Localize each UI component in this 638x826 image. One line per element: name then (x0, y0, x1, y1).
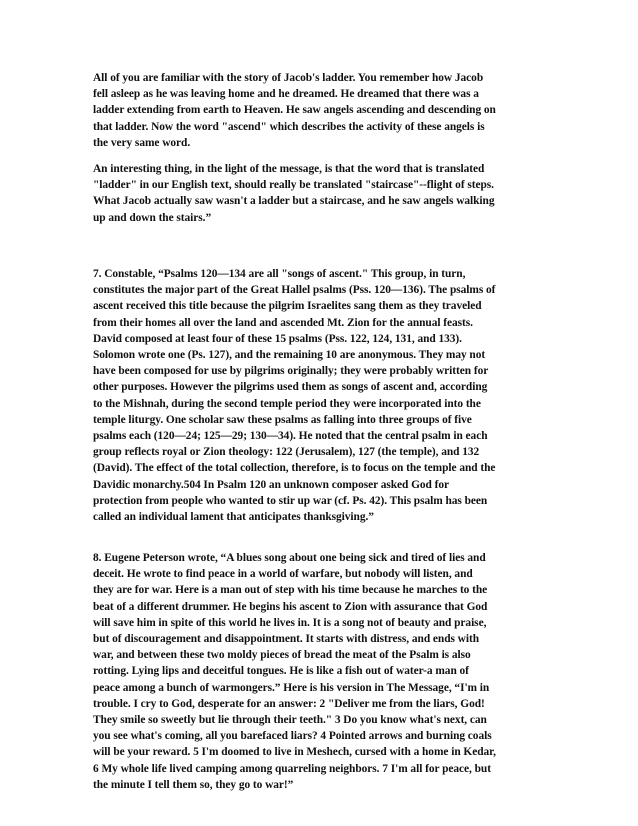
paragraph-peterson-note: 8. Eugene Peterson wrote, “A blues song about one being sick and tired of lies and deceit. He wrote to find peace in a world of warfare, but nobody will listen, and they are for war. Here is a man out of step with his time because he marches to the beat of a different drummer. He begins his ascent to Zion with assurance that God will save him in spite of this world he lives in. It is a song not of beauty and praise, but of discouragement and disappointment. It starts with distress, and ends with war, and between these two moldy pieces of bread the meat of the Psalm is also rotting. Lying lips and deceitful tongues. He is like a fish out of water-a man of peace among a bunch of warmongers.” Here is his version in The Message, “I'm in trouble. I cry to God, desperate for an answer: 2 "Deliver me from the liars, God! They smile so sweetly but lie through their teeth." 3 Do you know what's next, can you see what's coming, all you barefaced liars? 4 Pointed arrows and burning coals will be your reward. 5 I'm doomed to live in Meshech, cursed with a home in Kedar, 6 My whole life lived camping among quarreling neighbors. 7 I'm all for peace, but the minute I tell them so, they go to war!” (93, 552, 496, 791)
paragraph-jacobs-ladder: All of you are familiar with the story of Jacob's ladder. You remember how Jacob fell asleep as he was leaving home and he dreamed. He dreamed that there was a ladder extending from earth to Heaven. He saw angels ascending and descending on that ladder. Now the word "ascend" which describes the activity of these angels is the very same word. (93, 72, 496, 149)
paragraph-staircase: An interesting thing, in the light of the message, is that the word that is translated "ladder" in our English text, should really be translated "staircase"--flight of steps. What Jacob actually saw wasn't a ladder but a staircase, and he saw angels walking up and down the stairs.” (93, 163, 495, 224)
paragraph-constable-note: 7. Constable, “Psalms 120—134 are all "songs of ascent." This group, in turn, constitutes the major part of the Great Hallel psalms (Pss. 120—136). The psalms of ascent received this title because the pilgrim Israelites sang them as they traveled from their homes all over the land and ascended Mt. Zion for the annual feasts. David composed at least four of these 15 psalms (Pss. 122, 124, 131, and 133). Solomon wrote one (Ps. 127), and the remaining 10 are anonymous. They may not have been composed for use by pilgrims originally; they were probably written for other purposes. However the pilgrims used them as songs of ascent and, according to the Mishnah, during the second temple period they were incorporated into the temple liturgy. One scholar saw these psalms as falling into three groups of five psalms each (120—24; 125—29; 130—34). He noted that the central psalm in each group reflects royal or Zion theology: 122 (Jerusalem), 127 (the temple), and 132 (David). The effect of the total collection, therefore, is to focus on the temple and the Davidic monarchy.504 In Psalm 120 an unknown composer asked God for protection from people who wanted to stir up war (cf. Ps. 42). This psalm has been called an individual lament that anticipates thanksgiving.” (93, 268, 496, 524)
